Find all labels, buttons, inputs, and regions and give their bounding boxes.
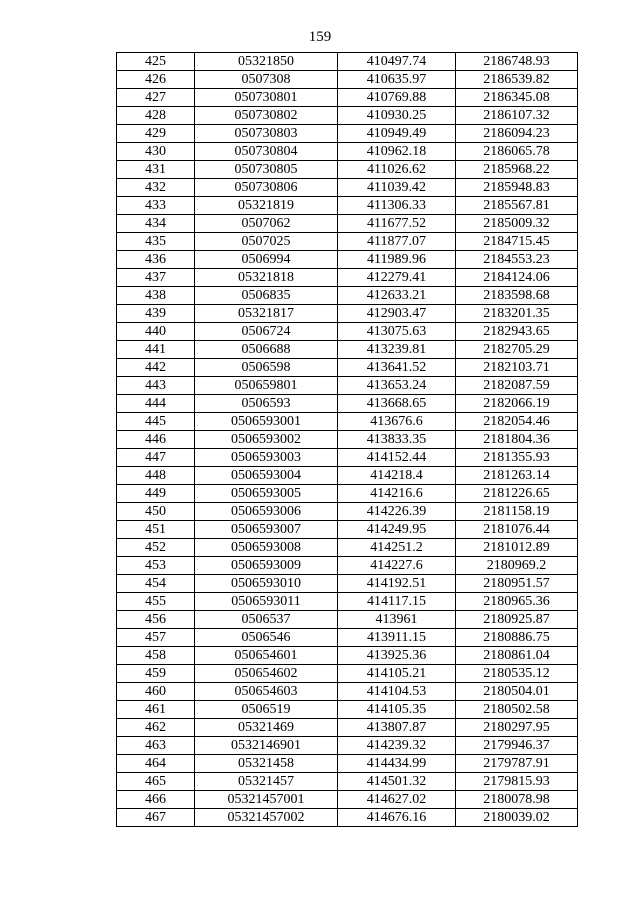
point-number-cell: 447 [117,449,195,467]
y-coordinate-cell: 2186539.82 [456,71,578,89]
point-code-cell: 05321819 [195,197,338,215]
table-row [117,539,578,557]
point-code-cell: 05321817 [195,305,338,323]
point-code-cell: 0506994 [195,251,338,269]
x-coordinate-cell: 414251.2 [338,539,456,557]
point-code-cell: 05321458 [195,755,338,773]
y-coordinate-cell: 2185968.22 [456,161,578,179]
y-coordinate-cell: 2180535.12 [456,665,578,683]
x-coordinate-cell: 414239.32 [338,737,456,755]
y-coordinate-cell: 2180965.36 [456,593,578,611]
x-coordinate-cell: 413668.65 [338,395,456,413]
y-coordinate-cell: 2181012.89 [456,539,578,557]
y-coordinate-cell: 2180504.01 [456,683,578,701]
x-coordinate-cell: 413807.87 [338,719,456,737]
point-code-cell: 0506519 [195,701,338,719]
x-coordinate-cell: 410949.49 [338,125,456,143]
x-coordinate-cell: 410635.97 [338,71,456,89]
point-number-cell: 435 [117,233,195,251]
x-coordinate-cell: 413676.6 [338,413,456,431]
point-code-cell: 0506593006 [195,503,338,521]
point-code-cell: 05321818 [195,269,338,287]
y-coordinate-cell: 2182705.29 [456,341,578,359]
point-code-cell: 0532146901 [195,737,338,755]
x-coordinate-cell: 410930.25 [338,107,456,125]
point-number-cell: 427 [117,89,195,107]
point-number-cell: 461 [117,701,195,719]
y-coordinate-cell: 2182087.59 [456,377,578,395]
x-coordinate-cell: 414434.99 [338,755,456,773]
point-code-cell: 0506724 [195,323,338,341]
point-code-cell: 05321457 [195,773,338,791]
y-coordinate-cell: 2180951.57 [456,575,578,593]
point-number-cell: 431 [117,161,195,179]
point-code-cell: 0506835 [195,287,338,305]
point-number-cell: 425 [117,53,195,71]
table-row [117,791,578,809]
point-number-cell: 462 [117,719,195,737]
x-coordinate-cell: 414501.32 [338,773,456,791]
point-number-cell: 439 [117,305,195,323]
point-number-cell: 428 [117,107,195,125]
y-coordinate-cell: 2181804.36 [456,431,578,449]
table-row [117,701,578,719]
x-coordinate-cell: 414226.39 [338,503,456,521]
point-code-cell: 0506593007 [195,521,338,539]
table-row [117,323,578,341]
point-code-cell: 050654602 [195,665,338,683]
table-row [117,233,578,251]
x-coordinate-cell: 413239.81 [338,341,456,359]
y-coordinate-cell: 2186065.78 [456,143,578,161]
coordinates-table [116,52,578,827]
x-coordinate-cell: 414249.95 [338,521,456,539]
point-number-cell: 445 [117,413,195,431]
table-row [117,269,578,287]
point-code-cell: 0507025 [195,233,338,251]
x-coordinate-cell: 414104.53 [338,683,456,701]
point-code-cell: 0506537 [195,611,338,629]
coordinates-table-body [117,53,578,827]
point-number-cell: 453 [117,557,195,575]
point-code-cell: 0507062 [195,215,338,233]
y-coordinate-cell: 2181076.44 [456,521,578,539]
y-coordinate-cell: 2183598.68 [456,287,578,305]
point-number-cell: 434 [117,215,195,233]
x-coordinate-cell: 414216.6 [338,485,456,503]
x-coordinate-cell: 414676.16 [338,809,456,827]
table-row [117,53,578,71]
x-coordinate-cell: 414192.51 [338,575,456,593]
x-coordinate-cell: 413641.52 [338,359,456,377]
x-coordinate-cell: 411306.33 [338,197,456,215]
point-number-cell: 449 [117,485,195,503]
point-number-cell: 464 [117,755,195,773]
point-number-cell: 437 [117,269,195,287]
y-coordinate-cell: 2180925.87 [456,611,578,629]
point-number-cell: 457 [117,629,195,647]
y-coordinate-cell: 2185009.32 [456,215,578,233]
point-code-cell: 0506593005 [195,485,338,503]
y-coordinate-cell: 2186107.32 [456,107,578,125]
page-number: 159 [308,29,332,45]
y-coordinate-cell: 2182054.46 [456,413,578,431]
y-coordinate-cell: 2181355.93 [456,449,578,467]
point-code-cell: 05321469 [195,719,338,737]
table-row [117,575,578,593]
point-number-cell: 455 [117,593,195,611]
point-code-cell: 05321457002 [195,809,338,827]
point-code-cell: 0506593011 [195,593,338,611]
y-coordinate-cell: 2186345.08 [456,89,578,107]
point-number-cell: 463 [117,737,195,755]
table-row [117,719,578,737]
x-coordinate-cell: 413925.36 [338,647,456,665]
y-coordinate-cell: 2180078.98 [456,791,578,809]
y-coordinate-cell: 2180886.75 [456,629,578,647]
point-number-cell: 460 [117,683,195,701]
point-number-cell: 458 [117,647,195,665]
point-code-cell: 050730801 [195,89,338,107]
point-code-cell: 05321850 [195,53,338,71]
table-row [117,341,578,359]
table-row [117,359,578,377]
y-coordinate-cell: 2181158.19 [456,503,578,521]
x-coordinate-cell: 413653.24 [338,377,456,395]
table-row [117,809,578,827]
table-row [117,647,578,665]
y-coordinate-cell: 2185948.83 [456,179,578,197]
point-number-cell: 450 [117,503,195,521]
y-coordinate-cell: 2179815.93 [456,773,578,791]
point-code-cell: 050730803 [195,125,338,143]
point-number-cell: 426 [117,71,195,89]
x-coordinate-cell: 411677.52 [338,215,456,233]
table-row [117,161,578,179]
y-coordinate-cell: 2186094.23 [456,125,578,143]
y-coordinate-cell: 2181263.14 [456,467,578,485]
x-coordinate-cell: 413075.63 [338,323,456,341]
table-row [117,737,578,755]
table-row [117,197,578,215]
x-coordinate-cell: 410769.88 [338,89,456,107]
point-code-cell: 0506593004 [195,467,338,485]
table-row [117,287,578,305]
table-row [117,305,578,323]
point-code-cell: 0506593010 [195,575,338,593]
table-row [117,665,578,683]
x-coordinate-cell: 411877.07 [338,233,456,251]
table-row [117,755,578,773]
point-code-cell: 0507308 [195,71,338,89]
point-code-cell: 0506546 [195,629,338,647]
table-row [117,107,578,125]
table-row [117,503,578,521]
y-coordinate-cell: 2186748.93 [456,53,578,71]
x-coordinate-cell: 411026.62 [338,161,456,179]
point-number-cell: 432 [117,179,195,197]
table-row [117,395,578,413]
point-code-cell: 0506598 [195,359,338,377]
table-row [117,611,578,629]
point-code-cell: 0506688 [195,341,338,359]
y-coordinate-cell: 2185567.81 [456,197,578,215]
x-coordinate-cell: 413961 [338,611,456,629]
table-row [117,215,578,233]
point-number-cell: 452 [117,539,195,557]
y-coordinate-cell: 2180861.04 [456,647,578,665]
table-row [117,773,578,791]
x-coordinate-cell: 412633.21 [338,287,456,305]
x-coordinate-cell: 410497.74 [338,53,456,71]
x-coordinate-cell: 410962.18 [338,143,456,161]
y-coordinate-cell: 2180969.2 [456,557,578,575]
y-coordinate-cell: 2179787.91 [456,755,578,773]
table-row [117,467,578,485]
x-coordinate-cell: 412279.41 [338,269,456,287]
point-number-cell: 440 [117,323,195,341]
x-coordinate-cell: 413833.35 [338,431,456,449]
table-row [117,179,578,197]
point-number-cell: 429 [117,125,195,143]
point-number-cell: 456 [117,611,195,629]
table-row [117,485,578,503]
table-row [117,125,578,143]
point-number-cell: 451 [117,521,195,539]
point-code-cell: 050730802 [195,107,338,125]
x-coordinate-cell: 411039.42 [338,179,456,197]
x-coordinate-cell: 414152.44 [338,449,456,467]
point-code-cell: 0506593 [195,395,338,413]
point-code-cell: 0506593003 [195,449,338,467]
table-row [117,593,578,611]
x-coordinate-cell: 414105.35 [338,701,456,719]
point-number-cell: 430 [117,143,195,161]
point-number-cell: 448 [117,467,195,485]
point-number-cell: 442 [117,359,195,377]
point-number-cell: 467 [117,809,195,827]
table-row [117,449,578,467]
point-number-cell: 438 [117,287,195,305]
x-coordinate-cell: 414627.02 [338,791,456,809]
y-coordinate-cell: 2181226.65 [456,485,578,503]
x-coordinate-cell: 411989.96 [338,251,456,269]
point-code-cell: 050730805 [195,161,338,179]
x-coordinate-cell: 412903.47 [338,305,456,323]
table-row [117,89,578,107]
y-coordinate-cell: 2184715.45 [456,233,578,251]
table-row [117,413,578,431]
y-coordinate-cell: 2180297.95 [456,719,578,737]
point-code-cell: 0506593008 [195,539,338,557]
point-number-cell: 459 [117,665,195,683]
y-coordinate-cell: 2182103.71 [456,359,578,377]
point-number-cell: 441 [117,341,195,359]
point-code-cell: 0506593001 [195,413,338,431]
point-code-cell: 05321457001 [195,791,338,809]
point-number-cell: 436 [117,251,195,269]
point-code-cell: 050659801 [195,377,338,395]
x-coordinate-cell: 414227.6 [338,557,456,575]
point-code-cell: 0506593002 [195,431,338,449]
point-code-cell: 050654603 [195,683,338,701]
x-coordinate-cell: 414117.15 [338,593,456,611]
y-coordinate-cell: 2184553.23 [456,251,578,269]
y-coordinate-cell: 2182943.65 [456,323,578,341]
point-number-cell: 446 [117,431,195,449]
point-number-cell: 443 [117,377,195,395]
y-coordinate-cell: 2180502.58 [456,701,578,719]
y-coordinate-cell: 2182066.19 [456,395,578,413]
point-code-cell: 0506593009 [195,557,338,575]
point-number-cell: 454 [117,575,195,593]
point-number-cell: 433 [117,197,195,215]
y-coordinate-cell: 2180039.02 [456,809,578,827]
point-number-cell: 465 [117,773,195,791]
point-code-cell: 050730804 [195,143,338,161]
point-number-cell: 466 [117,791,195,809]
table-row [117,521,578,539]
point-code-cell: 050730806 [195,179,338,197]
table-row [117,251,578,269]
point-code-cell: 050654601 [195,647,338,665]
x-coordinate-cell: 414105.21 [338,665,456,683]
table-row [117,557,578,575]
table-row [117,143,578,161]
y-coordinate-cell: 2183201.35 [456,305,578,323]
x-coordinate-cell: 414218.4 [338,467,456,485]
y-coordinate-cell: 2184124.06 [456,269,578,287]
table-row [117,629,578,647]
x-coordinate-cell: 413911.15 [338,629,456,647]
table-row [117,377,578,395]
table-row [117,71,578,89]
y-coordinate-cell: 2179946.37 [456,737,578,755]
table-row [117,683,578,701]
point-number-cell: 444 [117,395,195,413]
table-row [117,431,578,449]
